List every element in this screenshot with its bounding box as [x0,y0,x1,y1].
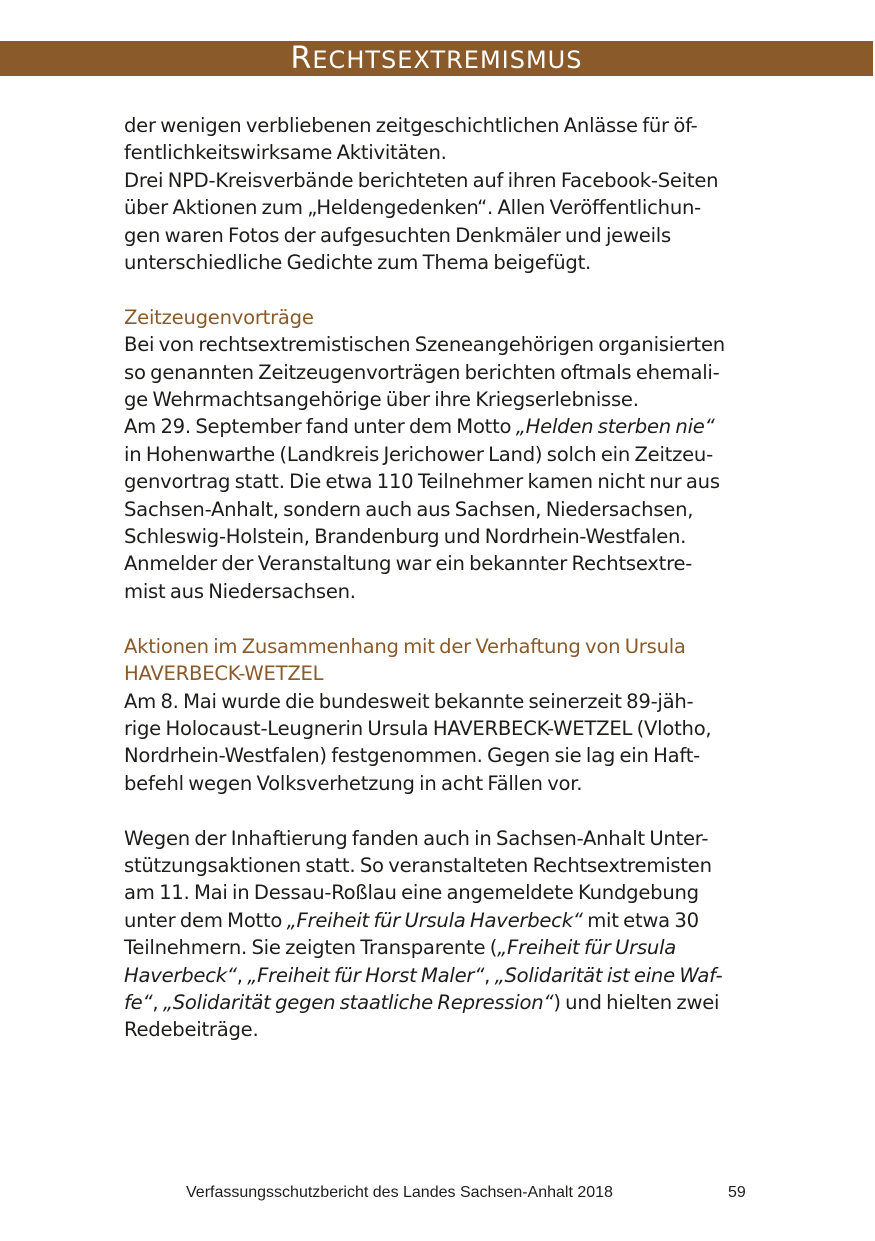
text-line: stützungsaktionen statt. So veranstalteten Rechtsextremisten [124,853,712,877]
text-line: rige Holocaust-Leugnerin Ursula HAVERBECK-WETZEL (Vlotho, [124,716,712,740]
text-segment: ) und hielten zwei [553,990,720,1014]
text-line: Bei von rechtsextremistischen Szeneangehörigen organisierten [124,333,725,357]
text-line: befehl wegen Volksverhetzung in acht Fällen vor. [124,771,583,795]
chapter-header [0,41,873,76]
text-line: so genannten Zeitzeugenvorträgen berichten oftmals ehemali- [124,360,720,384]
text-line: Nordrhein-Westfalen) festgenommen. Gegen sie lag ein Haft- [124,744,700,768]
chapter-header-initial: R [290,41,313,76]
text-line: fentlichkeitswirksame Aktivitäten. [124,141,447,165]
motto-quote: „Freiheit für Ursula Haverbeck“ [286,908,583,932]
motto-quote: „Helden sterben nie“ [515,415,715,439]
text-line [124,413,764,440]
text-line: der wenigen verbliebenen zeitgeschichtlichen Anlässe für öf- [124,114,698,137]
text-line [124,907,764,934]
text-line: Drei NPD-Kreisverbände berichteten auf ihren Facebook-Seiten [124,168,719,192]
text-segment: Teilnehmern. Sie zeigten Transparente ( [124,936,498,960]
text-line: am 11. Mai in Dessau-Roßlau eine angemeldete Kundgebung [124,881,699,905]
page-number: 59 [728,1184,746,1201]
banner-quote: Haverbeck“ [124,963,237,987]
banner-quote: „Freiheit für Ursula [497,936,677,960]
paragraph-gap [124,276,764,303]
text-line: gen waren Fotos der aufgesuchten Denkmäler und jeweils [124,223,671,247]
chapter-header-rest: ECHTSEXTREMISMUS [312,46,583,74]
text-line: unterschiedliche Gedichte zum Thema beigefügt. [124,251,591,275]
paragraph-gap [124,797,764,824]
text-segment: mit etwa 30 [582,908,699,932]
text-segment: , [236,963,248,987]
text-line: Wegen der Inhaftierung fanden auch in Sachsen-Anhalt Unter- [124,826,709,850]
subheading-aktionen-cont: HAVERBECK-WETZEL [124,662,324,686]
text-segment: , [152,990,163,1014]
text-segment: unter dem Motto [124,908,287,932]
text-line [124,934,764,961]
text-line [124,989,764,1016]
text-line: Schleswig-Holstein, Brandenburg und Nordrhein-Westfalen. [124,525,687,549]
text-line: ge Wehrmachtsangehörige über ihre Kriegserlebnisse. [124,388,639,412]
text-line: Sachsen-Anhalt, sondern auch aus Sachsen, Niedersachsen, [124,497,694,521]
text-line [124,962,764,989]
footer-report-title: Verfassungsschutzbericht des Landes Sachsen-Anhalt 2018 [186,1184,613,1201]
text-line: über Aktionen zum „Heldengedenken“. Allen Veröffentlichun- [124,196,701,220]
banner-quote: fe“ [124,990,153,1014]
text-line: Anmelder der Veranstaltung war ein bekannter Rechtsextre- [124,552,693,576]
text-line: genvortrag statt. Die etwa 110 Teilnehmer kamen nicht nur aus [124,470,720,494]
text-line: in Hohenwarthe (Landkreis Jerichower Land) solch ein Zeitzeu- [124,442,713,466]
text-segment: , [484,963,495,987]
text-segment: Am 29. September fand unter dem Motto [124,415,516,439]
banner-quote: „Solidarität ist eine Waf- [494,963,723,987]
subheading-zeitzeugen: Zeitzeugenvorträge [124,305,314,329]
text-line: Am 8. Mai wurde die bundesweit bekannte seinerzeit 89-jäh- [124,689,694,713]
text-line: mist aus Niedersachsen. [124,579,356,603]
body-text [124,112,764,1044]
banner-quote: „Solidarität gegen staatliche Repression“ [162,990,554,1014]
subheading-aktionen: Aktionen im Zusammenhang mit der Verhaftung von Ursula [124,634,686,658]
text-line: Redebeiträge. [124,1018,259,1042]
banner-quote: „Freiheit für Horst Maler“ [247,963,485,987]
paragraph-gap [124,605,764,632]
